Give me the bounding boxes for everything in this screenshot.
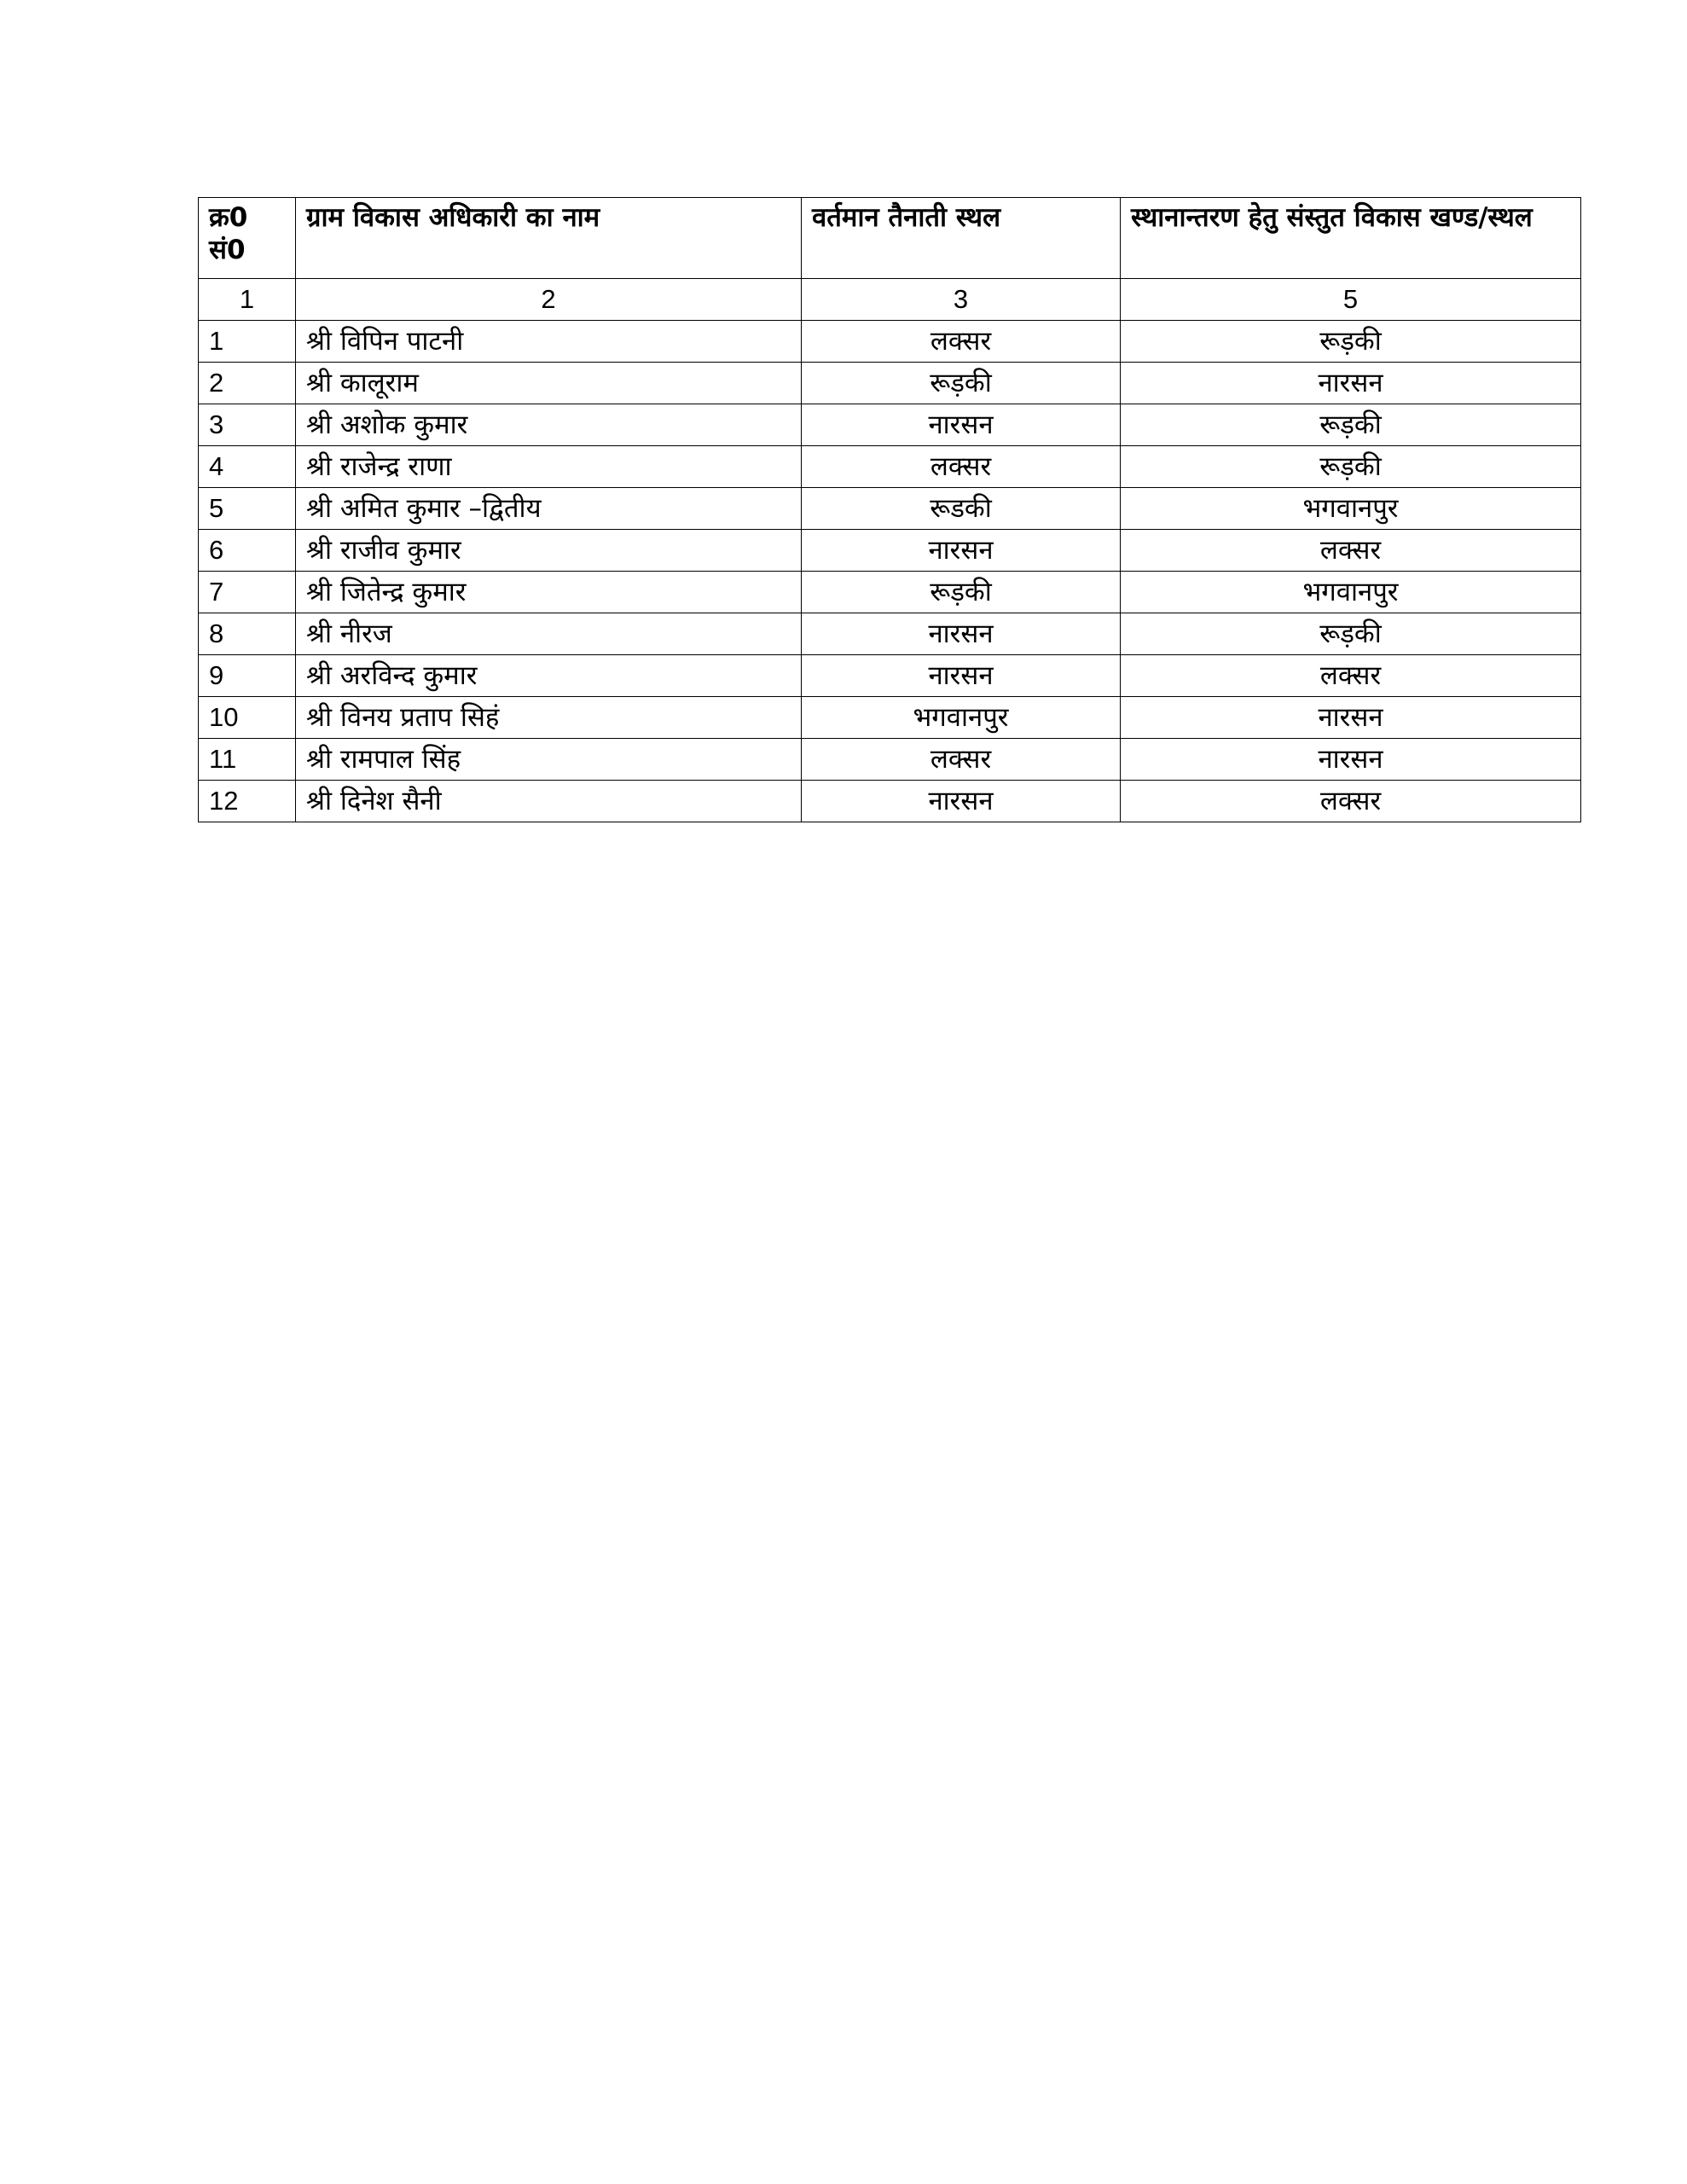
officer-name-cell: श्री जितेन्द्र कुमार (296, 572, 802, 613)
recommended-transfer-cell: नारसन (1121, 739, 1581, 781)
recommended-transfer-cell: नारसन (1121, 363, 1581, 404)
current-posting-cell: नारसन (802, 404, 1121, 446)
serial-number-cell: 9 (199, 655, 296, 697)
officer-name-cell: श्री अरविन्द कुमार (296, 655, 802, 697)
officer-name-cell: श्री विपिन पाटनी (296, 321, 802, 363)
column-number-row (199, 279, 1581, 321)
header-current-posting: वर्तमान तैनाती स्थल (802, 198, 1121, 279)
current-posting-cell: रूड़की (802, 572, 1121, 613)
serial-number-cell: 1 (199, 321, 296, 363)
table-row (199, 572, 1581, 613)
serial-number-cell: 11 (199, 739, 296, 781)
table-row (199, 488, 1581, 530)
serial-number-cell: 3 (199, 404, 296, 446)
officer-name-cell: श्री रामपाल सिंह (296, 739, 802, 781)
column-number: 5 (1121, 279, 1581, 321)
officer-name-cell: श्री कालूराम (296, 363, 802, 404)
table-row (199, 404, 1581, 446)
recommended-transfer-cell: भगवानपुर (1121, 572, 1581, 613)
serial-number-cell: 5 (199, 488, 296, 530)
recommended-transfer-cell: नारसन (1121, 697, 1581, 739)
header-officer-name: ग्राम विकास अधिकारी का नाम (296, 198, 802, 279)
column-number: 1 (199, 279, 296, 321)
table-row (199, 321, 1581, 363)
current-posting-cell: लक्सर (802, 321, 1121, 363)
officer-name-cell: श्री अशोक कुमार (296, 404, 802, 446)
table-row (199, 781, 1581, 822)
officer-name-cell: श्री अमित कुमार –द्वितीय (296, 488, 802, 530)
serial-number-cell: 2 (199, 363, 296, 404)
current-posting-cell: नारसन (802, 781, 1121, 822)
officer-name-cell: श्री विनय प्रताप सिहं (296, 697, 802, 739)
table-row (199, 446, 1581, 488)
table-row (199, 363, 1581, 404)
header-recommended-transfer: स्थानान्तरण हेतु संस्तुत विकास खण्ड/स्थल (1121, 198, 1581, 279)
recommended-transfer-cell: लक्सर (1121, 530, 1581, 572)
table-row (199, 655, 1581, 697)
serial-number-cell: 12 (199, 781, 296, 822)
table-header-row (199, 198, 1581, 279)
header-serial-number: क्र0 सं0 (199, 198, 296, 279)
transfer-table (198, 197, 1581, 822)
serial-number-cell: 4 (199, 446, 296, 488)
officer-name-cell: श्री राजेन्द्र राणा (296, 446, 802, 488)
current-posting-cell: नारसन (802, 530, 1121, 572)
document-page (198, 197, 1580, 822)
recommended-transfer-cell: भगवानपुर (1121, 488, 1581, 530)
column-number: 3 (802, 279, 1121, 321)
officer-name-cell: श्री नीरज (296, 613, 802, 655)
recommended-transfer-cell: रूड़की (1121, 613, 1581, 655)
current-posting-cell: लक्सर (802, 739, 1121, 781)
table-row (199, 739, 1581, 781)
table-row (199, 530, 1581, 572)
current-posting-cell: नारसन (802, 655, 1121, 697)
serial-number-cell: 6 (199, 530, 296, 572)
serial-number-cell: 7 (199, 572, 296, 613)
table-row (199, 697, 1581, 739)
table-body (199, 321, 1581, 822)
serial-number-cell: 8 (199, 613, 296, 655)
officer-name-cell: श्री राजीव कुमार (296, 530, 802, 572)
table-row (199, 613, 1581, 655)
recommended-transfer-cell: रूड़की (1121, 446, 1581, 488)
current-posting-cell: भगवानपुर (802, 697, 1121, 739)
current-posting-cell: लक्सर (802, 446, 1121, 488)
serial-number-cell: 10 (199, 697, 296, 739)
recommended-transfer-cell: लक्सर (1121, 781, 1581, 822)
recommended-transfer-cell: लक्सर (1121, 655, 1581, 697)
recommended-transfer-cell: रूड़की (1121, 321, 1581, 363)
current-posting-cell: नारसन (802, 613, 1121, 655)
current-posting-cell: रूड़की (802, 363, 1121, 404)
current-posting-cell: रूडकी (802, 488, 1121, 530)
officer-name-cell: श्री दिनेश सैनी (296, 781, 802, 822)
recommended-transfer-cell: रूड़की (1121, 404, 1581, 446)
column-number: 2 (296, 279, 802, 321)
